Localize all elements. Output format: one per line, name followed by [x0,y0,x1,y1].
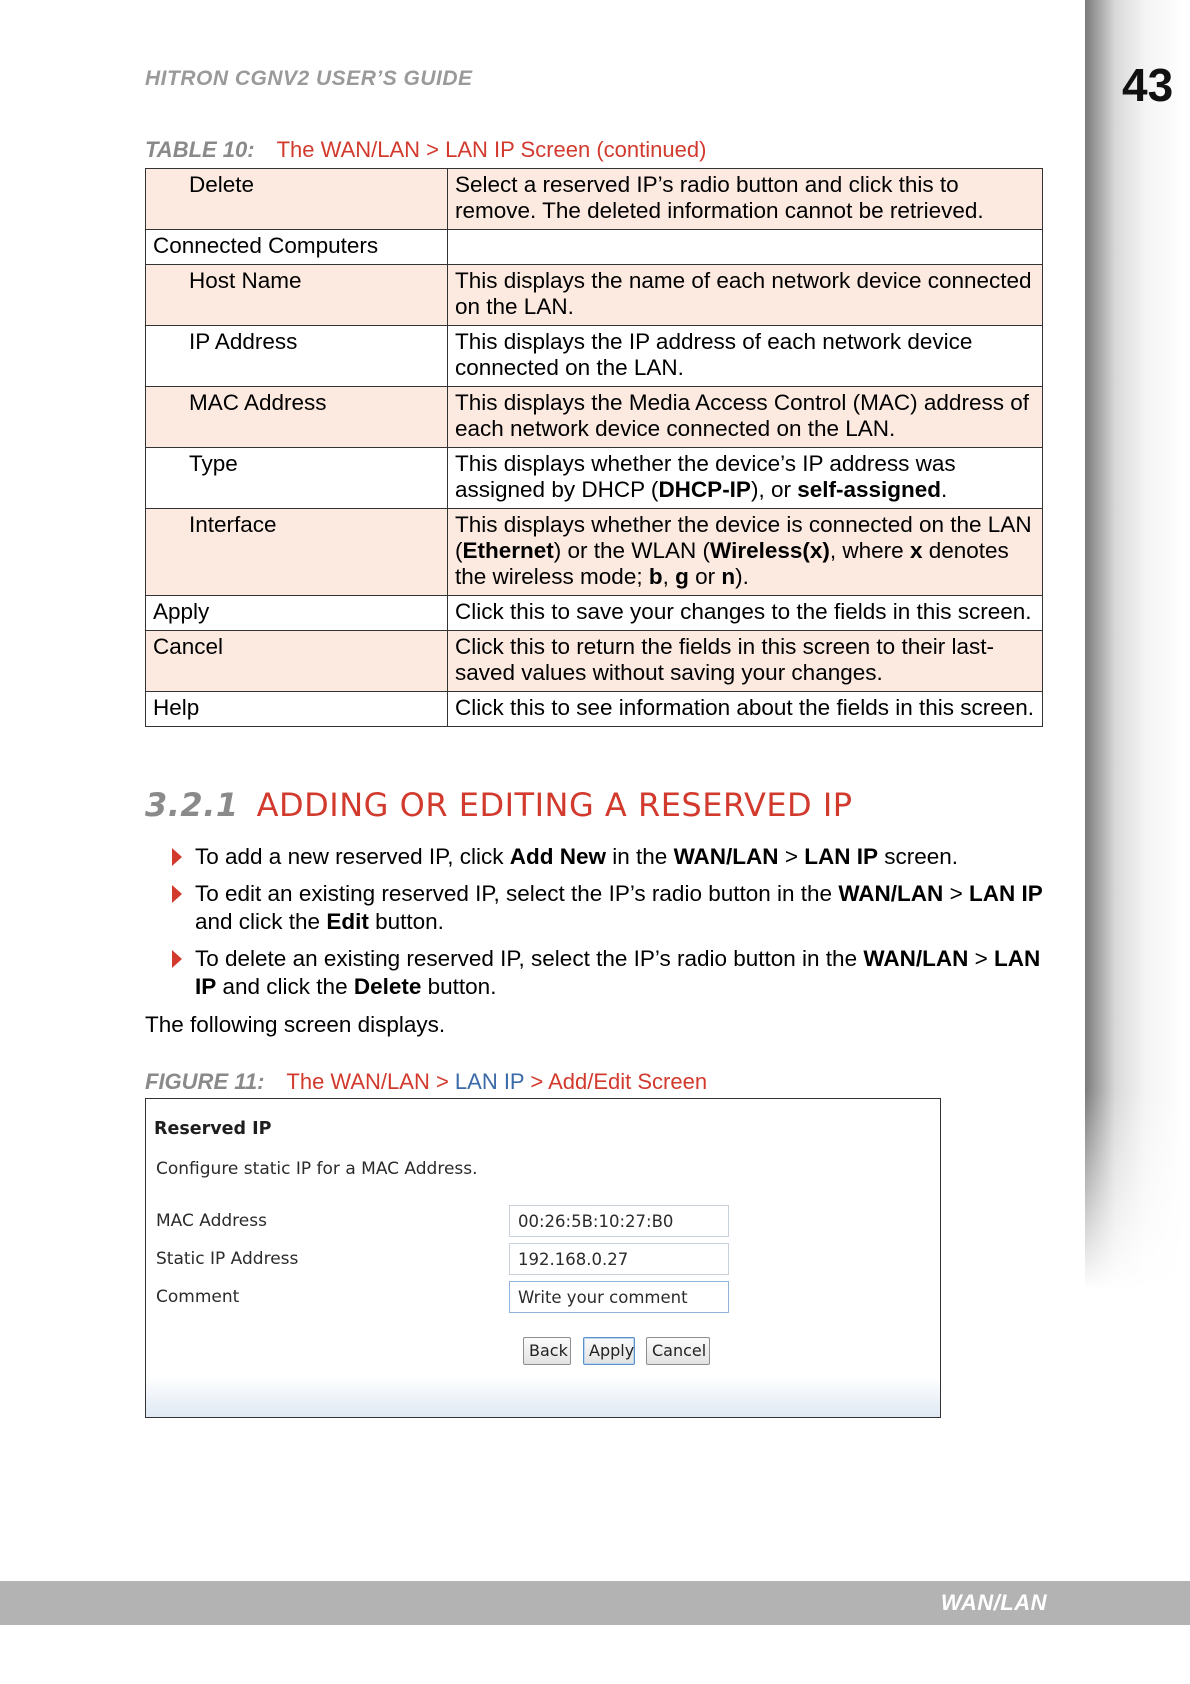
bullet-arrow-icon [172,950,182,968]
field-name: Connected Computers [146,230,448,265]
field-name: Apply [146,596,448,631]
bullet-arrow-icon [172,885,182,903]
cancel-button[interactable]: Cancel [646,1337,710,1365]
page-number: 43 [1122,59,1174,111]
field-name: Host Name [146,265,448,326]
table-row [146,448,1043,509]
lan-ip-fields-table [145,168,1043,727]
table-row [146,387,1043,448]
field-description: Select a reserved IP’s radio button and click this to remove. The deleted information cannot be retrieved. [448,169,1043,230]
list-item: To delete an existing reserved IP, select the IP’s radio button in the WAN/LAN > LAN IP and click the Delete button. [145,945,1045,1001]
mac-address-field[interactable]: 00:26:5B:10:27:B0 [509,1205,729,1237]
table-caption [145,137,706,163]
apply-button[interactable]: Apply [583,1337,635,1365]
figure-caption-label: FIGURE 11: [145,1069,265,1094]
field-name: Type [146,448,448,509]
field-description: Click this to save your changes to the fields in this screen. [448,596,1043,631]
table-row [146,509,1043,596]
field-name: MAC Address [146,387,448,448]
footer-section-name: WAN/LAN [940,1590,1047,1615]
comment-label: Comment [156,1287,240,1307]
section-heading [145,786,853,824]
table-row [146,326,1043,387]
comment-field[interactable]: Write your comment [509,1281,729,1313]
table-row [146,230,1043,265]
reserved-ip-title: Reserved IP [154,1119,272,1139]
table-row [146,631,1043,692]
mac-address-label: MAC Address [156,1211,267,1231]
bullet-arrow-icon [172,848,182,866]
field-name: Delete [146,169,448,230]
field-description: This displays whether the device is connected on the LAN (Ethernet) or the WLAN (Wireless(x), where x denotes the wireless mode; b, g or n). [448,509,1043,596]
table-row [146,265,1043,326]
footer-bar [0,1581,1190,1625]
static-ip-field[interactable]: 192.168.0.27 [509,1243,729,1275]
figure-caption: FIGURE 11: The WAN/LAN > LAN IP > Add/Edit Screen [145,1069,708,1094]
field-name: Interface [146,509,448,596]
reserved-ip-screenshot [145,1098,941,1418]
field-description [448,230,1043,265]
field-name: Cancel [146,631,448,692]
table-caption-title: The WAN/LAN > LAN IP Screen (continued) [276,137,707,162]
list-item: To add a new reserved IP, click Add New in the WAN/LAN > LAN IP screen. [145,843,1045,871]
field-name: Help [146,692,448,727]
body-text: The following screen displays. [145,1012,446,1037]
section-number: 3.2.1 [145,786,239,824]
field-description: Click this to return the fields in this screen to their last-saved values without saving your changes. [448,631,1043,692]
table-row [146,692,1043,727]
field-description: This displays the Media Access Control (MAC) address of each network device connected on the LAN. [448,387,1043,448]
running-header: HITRON CGNV2 USER’S GUIDE [145,67,473,90]
field-description: This displays the name of each network device connected on the LAN. [448,265,1043,326]
table-row [146,596,1043,631]
static-ip-label: Static IP Address [156,1249,299,1269]
table-caption-label: TABLE 10: [145,137,255,162]
instruction-list [145,843,1045,1010]
back-button[interactable]: Back [523,1337,571,1365]
list-item: To edit an existing reserved IP, select the IP’s radio button in the WAN/LAN > LAN IP and click the Edit button. [145,880,1045,936]
reserved-ip-subtitle: Configure static IP for a MAC Address. [156,1159,478,1179]
field-description: This displays the IP address of each network device connected on the LAN. [448,326,1043,387]
field-name: IP Address [146,326,448,387]
table-row [146,169,1043,230]
section-title: ADDING OR EDITING A RESERVED IP [256,786,853,824]
field-description: Click this to see information about the fields in this screen. [448,692,1043,727]
field-description: This displays whether the device’s IP address was assigned by DHCP (DHCP-IP), or self-assigned. [448,448,1043,509]
page-edge-bar [1085,0,1190,1290]
